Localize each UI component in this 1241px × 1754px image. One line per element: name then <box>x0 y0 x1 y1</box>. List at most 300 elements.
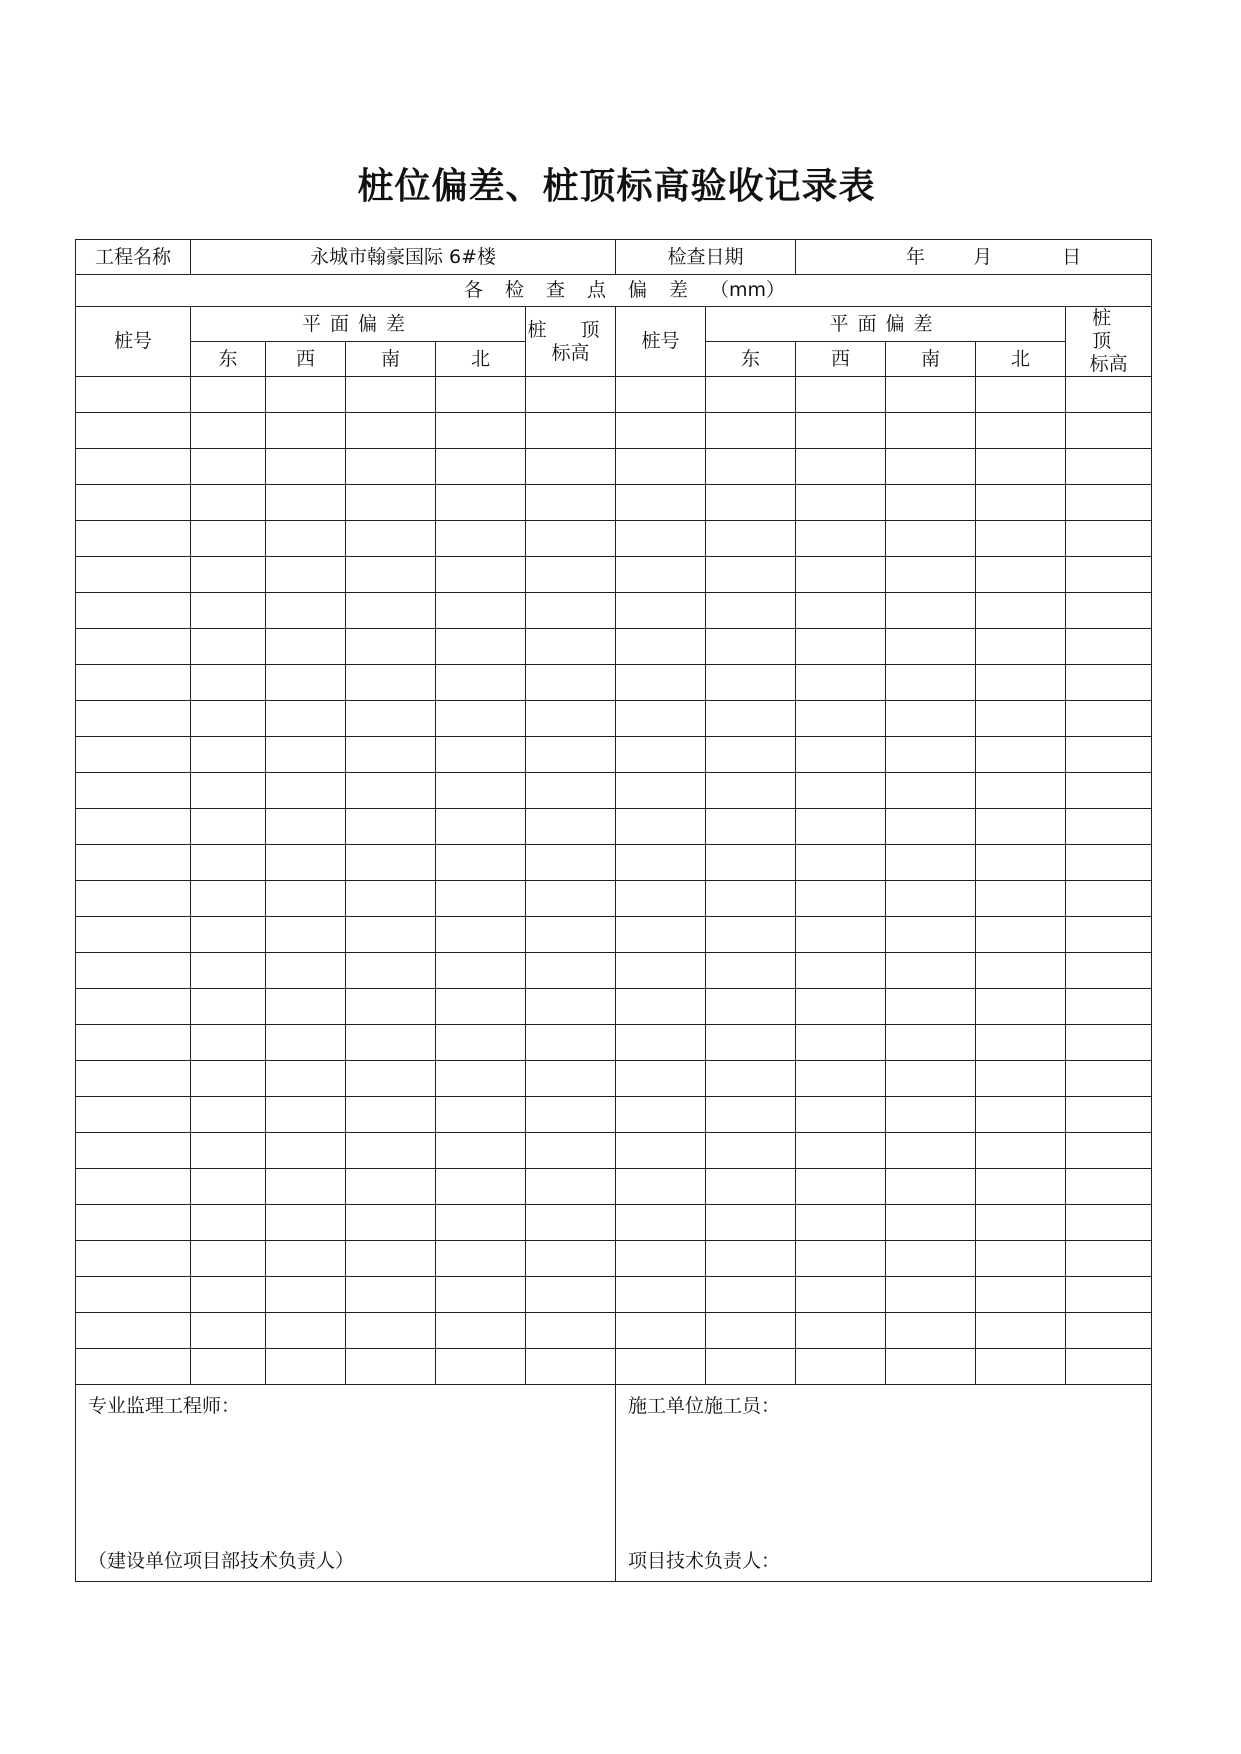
table-cell[interactable] <box>886 881 976 917</box>
table-cell[interactable] <box>706 1025 796 1061</box>
table-cell[interactable] <box>976 1205 1066 1241</box>
table-cell[interactable] <box>706 377 796 413</box>
table-cell[interactable] <box>436 593 526 629</box>
table-cell[interactable] <box>706 845 796 881</box>
table-cell[interactable] <box>706 485 796 521</box>
table-cell[interactable] <box>526 1349 616 1385</box>
table-cell[interactable] <box>886 737 976 773</box>
table-cell[interactable] <box>706 953 796 989</box>
table-cell[interactable] <box>76 1025 191 1061</box>
table-cell[interactable] <box>526 449 616 485</box>
table-cell[interactable] <box>191 629 266 665</box>
table-cell[interactable] <box>616 1061 706 1097</box>
table-cell[interactable] <box>706 881 796 917</box>
table-cell[interactable] <box>191 989 266 1025</box>
table-cell[interactable] <box>191 737 266 773</box>
table-cell[interactable] <box>1066 1169 1152 1205</box>
table-cell[interactable] <box>436 485 526 521</box>
table-cell[interactable] <box>706 809 796 845</box>
check-date-value[interactable] <box>796 240 1152 275</box>
table-cell[interactable] <box>191 1205 266 1241</box>
table-cell[interactable] <box>346 1169 436 1205</box>
table-cell[interactable] <box>1066 413 1152 449</box>
table-cell[interactable] <box>346 665 436 701</box>
table-cell[interactable] <box>796 953 886 989</box>
table-cell[interactable] <box>266 1133 346 1169</box>
table-cell[interactable] <box>436 1133 526 1169</box>
table-cell[interactable] <box>706 413 796 449</box>
table-cell[interactable] <box>616 629 706 665</box>
table-cell[interactable] <box>706 917 796 953</box>
table-cell[interactable] <box>976 485 1066 521</box>
table-cell[interactable] <box>191 485 266 521</box>
table-cell[interactable] <box>191 1277 266 1313</box>
table-cell[interactable] <box>796 989 886 1025</box>
table-cell[interactable] <box>1066 809 1152 845</box>
table-cell[interactable] <box>526 1025 616 1061</box>
table-cell[interactable] <box>796 377 886 413</box>
table-cell[interactable] <box>886 413 976 449</box>
table-cell[interactable] <box>436 809 526 845</box>
table-cell[interactable] <box>191 557 266 593</box>
table-cell[interactable] <box>526 377 616 413</box>
table-cell[interactable] <box>1066 521 1152 557</box>
table-cell[interactable] <box>436 377 526 413</box>
table-cell[interactable] <box>616 557 706 593</box>
table-cell[interactable] <box>616 845 706 881</box>
table-cell[interactable] <box>346 917 436 953</box>
table-cell[interactable] <box>796 1061 886 1097</box>
table-cell[interactable] <box>346 485 436 521</box>
table-cell[interactable] <box>526 1097 616 1133</box>
table-cell[interactable] <box>706 1061 796 1097</box>
table-cell[interactable] <box>526 1241 616 1277</box>
table-cell[interactable] <box>1066 989 1152 1025</box>
table-cell[interactable] <box>76 1277 191 1313</box>
table-cell[interactable] <box>706 773 796 809</box>
table-cell[interactable] <box>346 1313 436 1349</box>
table-cell[interactable] <box>76 629 191 665</box>
table-cell[interactable] <box>886 557 976 593</box>
table-cell[interactable] <box>796 449 886 485</box>
table-cell[interactable] <box>796 809 886 845</box>
table-cell[interactable] <box>266 1241 346 1277</box>
table-cell[interactable] <box>526 917 616 953</box>
table-cell[interactable] <box>346 1241 436 1277</box>
table-cell[interactable] <box>616 665 706 701</box>
table-cell[interactable] <box>436 1169 526 1205</box>
table-cell[interactable] <box>616 1133 706 1169</box>
table-cell[interactable] <box>616 1277 706 1313</box>
table-cell[interactable] <box>1066 737 1152 773</box>
table-cell[interactable] <box>526 485 616 521</box>
table-cell[interactable] <box>526 1277 616 1313</box>
table-cell[interactable] <box>266 701 346 737</box>
table-cell[interactable] <box>616 1313 706 1349</box>
table-cell[interactable] <box>191 1025 266 1061</box>
table-cell[interactable] <box>191 1313 266 1349</box>
table-cell[interactable] <box>886 809 976 845</box>
table-cell[interactable] <box>191 1169 266 1205</box>
table-cell[interactable] <box>976 1025 1066 1061</box>
table-cell[interactable] <box>436 449 526 485</box>
table-cell[interactable] <box>886 377 976 413</box>
table-cell[interactable] <box>436 1241 526 1277</box>
table-cell[interactable] <box>616 593 706 629</box>
table-cell[interactable] <box>796 701 886 737</box>
table-cell[interactable] <box>266 449 346 485</box>
table-cell[interactable] <box>191 953 266 989</box>
table-cell[interactable] <box>796 1205 886 1241</box>
table-cell[interactable] <box>266 665 346 701</box>
table-cell[interactable] <box>616 773 706 809</box>
table-cell[interactable] <box>706 557 796 593</box>
table-cell[interactable] <box>796 1277 886 1313</box>
table-cell[interactable] <box>976 737 1066 773</box>
table-cell[interactable] <box>886 449 976 485</box>
table-cell[interactable] <box>796 845 886 881</box>
table-cell[interactable] <box>976 629 1066 665</box>
table-cell[interactable] <box>706 701 796 737</box>
table-cell[interactable] <box>886 917 976 953</box>
table-cell[interactable] <box>1066 1277 1152 1313</box>
table-cell[interactable] <box>266 629 346 665</box>
table-cell[interactable] <box>526 593 616 629</box>
table-cell[interactable] <box>616 989 706 1025</box>
table-cell[interactable] <box>1066 1025 1152 1061</box>
table-cell[interactable] <box>76 377 191 413</box>
table-cell[interactable] <box>706 737 796 773</box>
table-cell[interactable] <box>526 989 616 1025</box>
table-cell[interactable] <box>526 1061 616 1097</box>
table-cell[interactable] <box>436 953 526 989</box>
project-name-value[interactable]: 永城市翰豪国际 6#楼 <box>191 240 616 275</box>
table-cell[interactable] <box>266 917 346 953</box>
table-cell[interactable] <box>346 629 436 665</box>
table-cell[interactable] <box>526 881 616 917</box>
table-cell[interactable] <box>886 1025 976 1061</box>
table-cell[interactable] <box>796 1169 886 1205</box>
table-cell[interactable] <box>976 989 1066 1025</box>
table-cell[interactable] <box>526 413 616 449</box>
table-cell[interactable] <box>706 1277 796 1313</box>
table-cell[interactable] <box>191 521 266 557</box>
table-cell[interactable] <box>76 557 191 593</box>
table-cell[interactable] <box>191 449 266 485</box>
table-cell[interactable] <box>436 845 526 881</box>
table-cell[interactable] <box>616 809 706 845</box>
table-cell[interactable] <box>191 377 266 413</box>
table-cell[interactable] <box>436 737 526 773</box>
table-cell[interactable] <box>796 557 886 593</box>
table-cell[interactable] <box>1066 953 1152 989</box>
table-cell[interactable] <box>266 1277 346 1313</box>
table-cell[interactable] <box>266 377 346 413</box>
table-cell[interactable] <box>976 1313 1066 1349</box>
table-cell[interactable] <box>796 521 886 557</box>
table-cell[interactable] <box>706 1313 796 1349</box>
table-cell[interactable] <box>1066 485 1152 521</box>
table-cell[interactable] <box>266 773 346 809</box>
table-cell[interactable] <box>436 557 526 593</box>
table-cell[interactable] <box>346 1205 436 1241</box>
table-cell[interactable] <box>266 737 346 773</box>
table-cell[interactable] <box>526 845 616 881</box>
table-cell[interactable] <box>706 665 796 701</box>
table-cell[interactable] <box>526 665 616 701</box>
table-cell[interactable] <box>1066 845 1152 881</box>
table-cell[interactable] <box>436 1349 526 1385</box>
table-cell[interactable] <box>976 881 1066 917</box>
table-cell[interactable] <box>886 845 976 881</box>
table-cell[interactable] <box>346 845 436 881</box>
table-cell[interactable] <box>796 1349 886 1385</box>
table-cell[interactable] <box>976 593 1066 629</box>
table-cell[interactable] <box>76 1313 191 1349</box>
table-cell[interactable] <box>76 989 191 1025</box>
table-cell[interactable] <box>526 953 616 989</box>
table-cell[interactable] <box>886 1277 976 1313</box>
table-cell[interactable] <box>706 1349 796 1385</box>
table-cell[interactable] <box>76 809 191 845</box>
table-cell[interactable] <box>266 593 346 629</box>
table-cell[interactable] <box>346 449 436 485</box>
table-cell[interactable] <box>191 809 266 845</box>
table-cell[interactable] <box>266 1025 346 1061</box>
table-cell[interactable] <box>346 413 436 449</box>
table-cell[interactable] <box>976 521 1066 557</box>
table-cell[interactable] <box>976 1169 1066 1205</box>
table-cell[interactable] <box>346 1025 436 1061</box>
table-cell[interactable] <box>436 917 526 953</box>
table-cell[interactable] <box>886 521 976 557</box>
table-cell[interactable] <box>266 1205 346 1241</box>
table-cell[interactable] <box>706 1169 796 1205</box>
table-cell[interactable] <box>976 773 1066 809</box>
table-cell[interactable] <box>976 1133 1066 1169</box>
table-cell[interactable] <box>76 1241 191 1277</box>
table-cell[interactable] <box>616 1169 706 1205</box>
constructor-signature-cell[interactable] <box>616 1385 1152 1582</box>
table-cell[interactable] <box>976 953 1066 989</box>
table-cell[interactable] <box>266 557 346 593</box>
table-cell[interactable] <box>886 1133 976 1169</box>
table-cell[interactable] <box>526 1205 616 1241</box>
table-cell[interactable] <box>616 1025 706 1061</box>
table-cell[interactable] <box>706 629 796 665</box>
table-cell[interactable] <box>796 773 886 809</box>
table-cell[interactable] <box>706 449 796 485</box>
table-cell[interactable] <box>191 1349 266 1385</box>
table-cell[interactable] <box>616 1205 706 1241</box>
table-cell[interactable] <box>436 1025 526 1061</box>
table-cell[interactable] <box>1066 1205 1152 1241</box>
table-cell[interactable] <box>1066 593 1152 629</box>
table-cell[interactable] <box>886 1061 976 1097</box>
table-cell[interactable] <box>706 521 796 557</box>
table-cell[interactable] <box>616 953 706 989</box>
table-cell[interactable] <box>1066 629 1152 665</box>
table-cell[interactable] <box>616 1241 706 1277</box>
table-cell[interactable] <box>976 917 1066 953</box>
table-cell[interactable] <box>976 1349 1066 1385</box>
table-cell[interactable] <box>526 521 616 557</box>
table-cell[interactable] <box>616 881 706 917</box>
table-cell[interactable] <box>346 881 436 917</box>
supervisor-signature-cell[interactable] <box>76 1385 616 1582</box>
table-cell[interactable] <box>346 953 436 989</box>
table-cell[interactable] <box>526 1169 616 1205</box>
table-cell[interactable] <box>266 1169 346 1205</box>
table-cell[interactable] <box>616 449 706 485</box>
table-cell[interactable] <box>526 701 616 737</box>
table-cell[interactable] <box>886 989 976 1025</box>
table-cell[interactable] <box>266 989 346 1025</box>
table-cell[interactable] <box>266 485 346 521</box>
table-cell[interactable] <box>1066 701 1152 737</box>
table-cell[interactable] <box>706 1133 796 1169</box>
table-cell[interactable] <box>76 449 191 485</box>
table-cell[interactable] <box>1066 377 1152 413</box>
table-cell[interactable] <box>191 701 266 737</box>
table-cell[interactable] <box>266 953 346 989</box>
table-cell[interactable] <box>796 629 886 665</box>
table-cell[interactable] <box>266 1313 346 1349</box>
table-cell[interactable] <box>346 377 436 413</box>
table-cell[interactable] <box>526 1133 616 1169</box>
table-cell[interactable] <box>266 413 346 449</box>
table-cell[interactable] <box>436 1205 526 1241</box>
table-cell[interactable] <box>346 989 436 1025</box>
table-cell[interactable] <box>976 845 1066 881</box>
table-cell[interactable] <box>706 593 796 629</box>
table-cell[interactable] <box>616 701 706 737</box>
table-cell[interactable] <box>976 809 1066 845</box>
table-cell[interactable] <box>1066 773 1152 809</box>
table-cell[interactable] <box>436 881 526 917</box>
table-cell[interactable] <box>1066 1241 1152 1277</box>
table-cell[interactable] <box>796 593 886 629</box>
table-cell[interactable] <box>191 881 266 917</box>
table-cell[interactable] <box>1066 1349 1152 1385</box>
table-cell[interactable] <box>976 1097 1066 1133</box>
table-cell[interactable] <box>76 737 191 773</box>
table-cell[interactable] <box>76 917 191 953</box>
table-cell[interactable] <box>976 377 1066 413</box>
table-cell[interactable] <box>346 521 436 557</box>
table-cell[interactable] <box>266 881 346 917</box>
table-cell[interactable] <box>346 1349 436 1385</box>
table-cell[interactable] <box>76 953 191 989</box>
table-cell[interactable] <box>346 773 436 809</box>
table-cell[interactable] <box>886 629 976 665</box>
table-cell[interactable] <box>886 773 976 809</box>
table-cell[interactable] <box>1066 1097 1152 1133</box>
table-cell[interactable] <box>976 449 1066 485</box>
table-cell[interactable] <box>76 1205 191 1241</box>
table-cell[interactable] <box>436 773 526 809</box>
table-cell[interactable] <box>436 1061 526 1097</box>
table-cell[interactable] <box>886 593 976 629</box>
table-cell[interactable] <box>191 413 266 449</box>
table-cell[interactable] <box>976 701 1066 737</box>
table-cell[interactable] <box>436 701 526 737</box>
table-cell[interactable] <box>886 1313 976 1349</box>
table-cell[interactable] <box>266 845 346 881</box>
table-cell[interactable] <box>76 1061 191 1097</box>
table-cell[interactable] <box>436 989 526 1025</box>
table-cell[interactable] <box>616 917 706 953</box>
table-cell[interactable] <box>1066 1313 1152 1349</box>
table-cell[interactable] <box>191 665 266 701</box>
table-cell[interactable] <box>796 1313 886 1349</box>
table-cell[interactable] <box>266 1097 346 1133</box>
table-cell[interactable] <box>796 413 886 449</box>
table-cell[interactable] <box>1066 881 1152 917</box>
table-cell[interactable] <box>76 521 191 557</box>
table-cell[interactable] <box>976 665 1066 701</box>
table-cell[interactable] <box>706 1241 796 1277</box>
table-cell[interactable] <box>886 485 976 521</box>
table-cell[interactable] <box>346 1277 436 1313</box>
table-cell[interactable] <box>616 1097 706 1133</box>
table-cell[interactable] <box>1066 1133 1152 1169</box>
table-cell[interactable] <box>76 1349 191 1385</box>
table-cell[interactable] <box>616 413 706 449</box>
table-cell[interactable] <box>976 1241 1066 1277</box>
table-cell[interactable] <box>346 1061 436 1097</box>
table-cell[interactable] <box>886 701 976 737</box>
table-cell[interactable] <box>616 737 706 773</box>
table-cell[interactable] <box>526 773 616 809</box>
table-cell[interactable] <box>1066 557 1152 593</box>
table-cell[interactable] <box>266 1061 346 1097</box>
table-cell[interactable] <box>526 737 616 773</box>
table-cell[interactable] <box>1066 449 1152 485</box>
table-cell[interactable] <box>1066 917 1152 953</box>
table-cell[interactable] <box>191 845 266 881</box>
table-cell[interactable] <box>796 1097 886 1133</box>
table-cell[interactable] <box>76 485 191 521</box>
table-cell[interactable] <box>976 1277 1066 1313</box>
table-cell[interactable] <box>616 521 706 557</box>
table-cell[interactable] <box>886 1241 976 1277</box>
table-cell[interactable] <box>436 1277 526 1313</box>
table-cell[interactable] <box>886 953 976 989</box>
table-cell[interactable] <box>796 665 886 701</box>
table-cell[interactable] <box>616 485 706 521</box>
table-cell[interactable] <box>616 377 706 413</box>
table-cell[interactable] <box>266 1349 346 1385</box>
table-cell[interactable] <box>76 1133 191 1169</box>
table-cell[interactable] <box>346 809 436 845</box>
table-cell[interactable] <box>436 629 526 665</box>
table-cell[interactable] <box>191 917 266 953</box>
table-cell[interactable] <box>191 1061 266 1097</box>
table-cell[interactable] <box>706 1205 796 1241</box>
table-cell[interactable] <box>796 917 886 953</box>
table-cell[interactable] <box>191 593 266 629</box>
table-cell[interactable] <box>886 1349 976 1385</box>
table-cell[interactable] <box>886 1169 976 1205</box>
table-cell[interactable] <box>346 557 436 593</box>
table-cell[interactable] <box>191 1133 266 1169</box>
table-cell[interactable] <box>976 557 1066 593</box>
table-cell[interactable] <box>1066 665 1152 701</box>
table-cell[interactable] <box>346 593 436 629</box>
table-cell[interactable] <box>436 521 526 557</box>
table-cell[interactable] <box>526 629 616 665</box>
